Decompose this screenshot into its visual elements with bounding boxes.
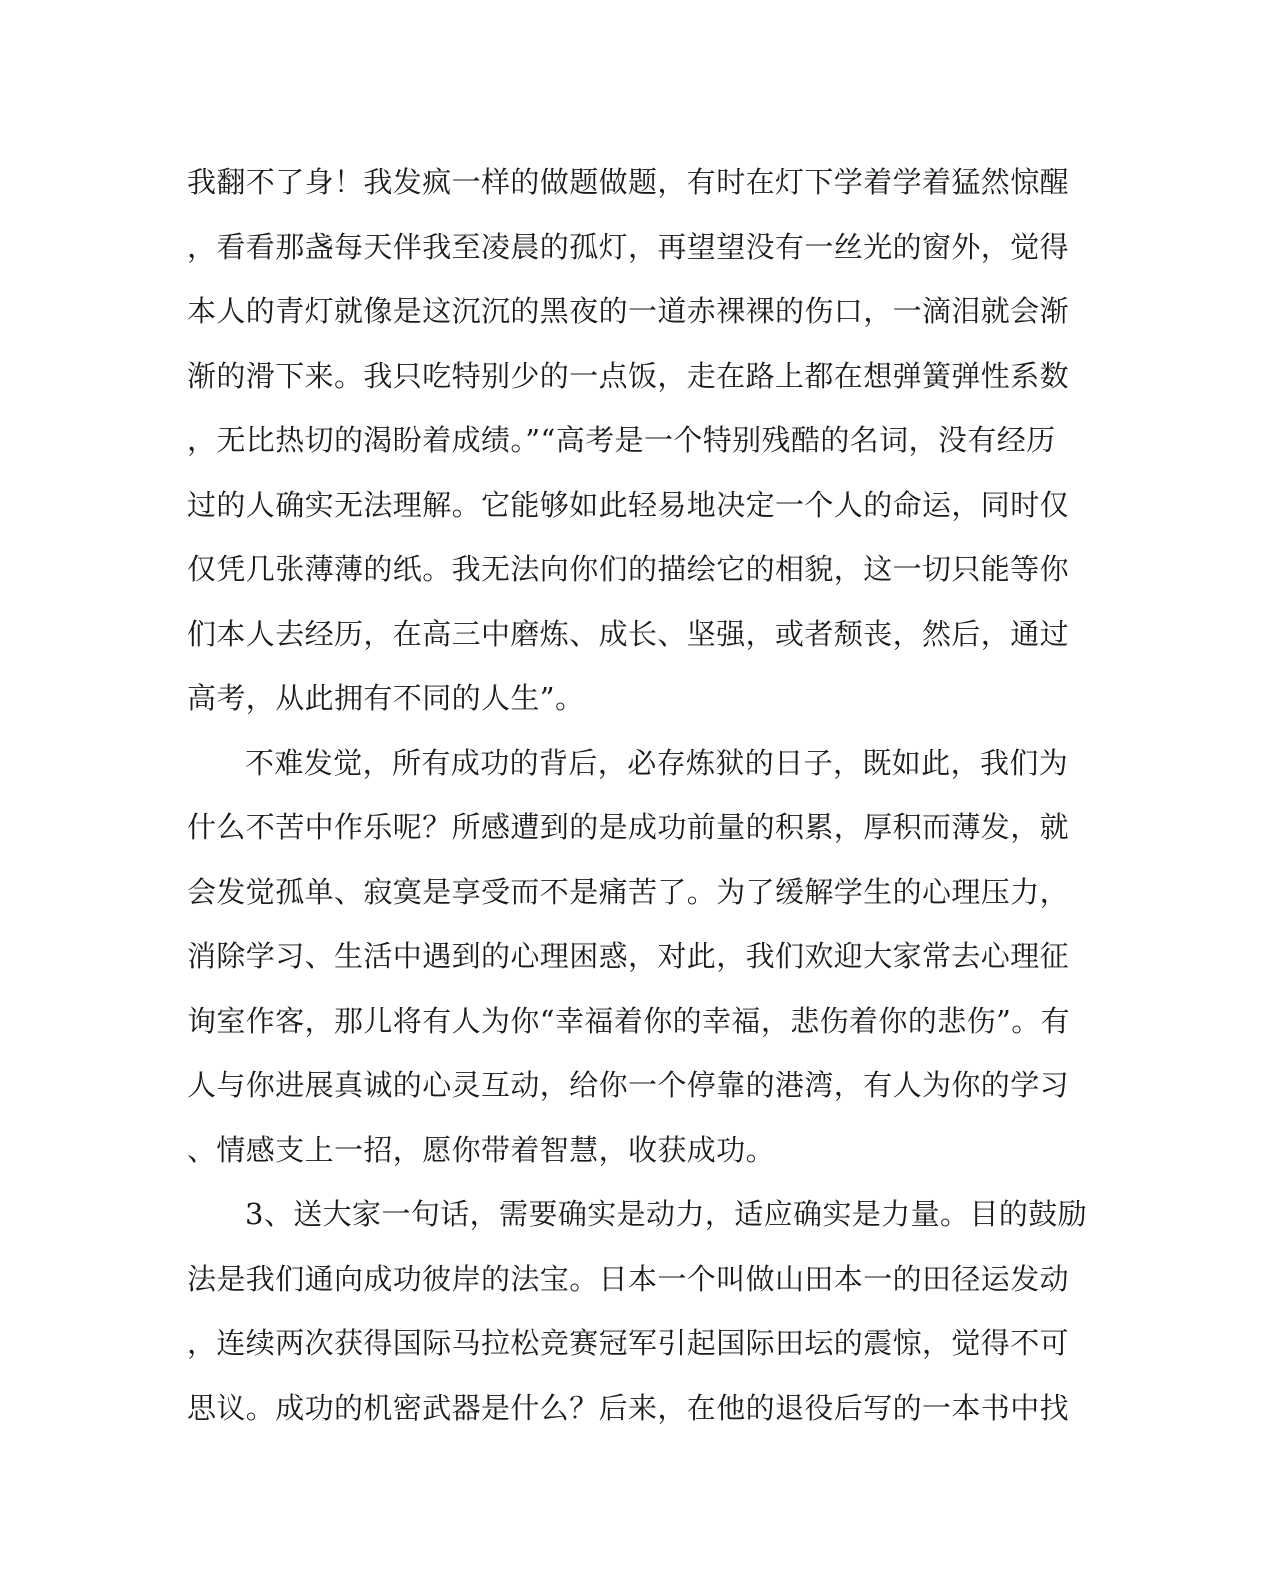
text-line: 询室作客，那儿将有人为你“幸福着你的幸福，悲伤着你的悲伤”。有 xyxy=(187,1003,1071,1038)
text-line: 、情感支上一招，愿你带着智慧，收获成功。 xyxy=(187,1132,776,1167)
text-line: ，无比热切的渴盼着成绩。”“高考是一个特别残酷的名词，没有经历 xyxy=(187,423,1056,457)
paragraph-start-line: 3、送大家一句话，需要确实是动力，适应确实是力量。目的鼓励 xyxy=(245,1197,1088,1231)
text-line: 人与你进展真诚的心灵互动，给你一个停靠的港湾，有人为你的学习 xyxy=(187,1068,1070,1102)
text-line: 法是我们通向成功彼岸的法宝。日本一个叫做山田本一的田径运发动 xyxy=(187,1261,1070,1296)
text-line: 渐的滑下来。我只吃特别少的一点饭，走在路上都在想弹簧弹性系数 xyxy=(187,358,1070,393)
document-body xyxy=(187,150,1088,1440)
text-line: ，看看那盏每天伴我至凌晨的孤灯，再望望没有一丝光的窗外，觉得 xyxy=(187,229,1070,264)
text-line: 仅凭几张薄薄的纸。我无法向你们的描绘它的相貌，这一切只能等你 xyxy=(187,552,1070,586)
text-line: 思议。成功的机密武器是什么？后来，在他的退役后写的一本书中找 xyxy=(187,1390,1070,1425)
text-line: 们本人去经历，在高三中磨炼、成长、坚强，或者颓丧，然后，通过 xyxy=(187,616,1070,651)
text-line: 什么不苦中作乐呢？所感遭到的是成功前量的积累，厚积而薄发，就 xyxy=(187,810,1070,844)
text-line: 我翻不了身！我发疯一样的做题做题，有时在灯下学着学着猛然惊醒 xyxy=(187,165,1070,199)
paragraph-start-line: 不难发觉，所有成功的背后，必存炼狱的日子，既如此，我们为 xyxy=(245,745,1069,780)
text-line: 本人的青灯就像是这沉沉的黑夜的一道赤裸裸的伤口，一滴泪就会渐 xyxy=(187,294,1070,328)
text-line: 过的人确实无法理解。它能够如此轻易地决定一个人的命运，同时仅 xyxy=(187,487,1070,522)
text-line: 会发觉孤单、寂寞是享受而不是痛苦了。为了缓解学生的心理压力， xyxy=(187,874,1070,909)
text-line: 高考，从此拥有不同的人生”。 xyxy=(187,681,585,715)
text-line: ，连续两次获得国际马拉松竞赛冠军引起国际田坛的震惊，觉得不可 xyxy=(187,1326,1070,1360)
text-line: 消除学习、生活中遇到的心理困惑，对此，我们欢迎大家常去心理征 xyxy=(187,939,1070,973)
